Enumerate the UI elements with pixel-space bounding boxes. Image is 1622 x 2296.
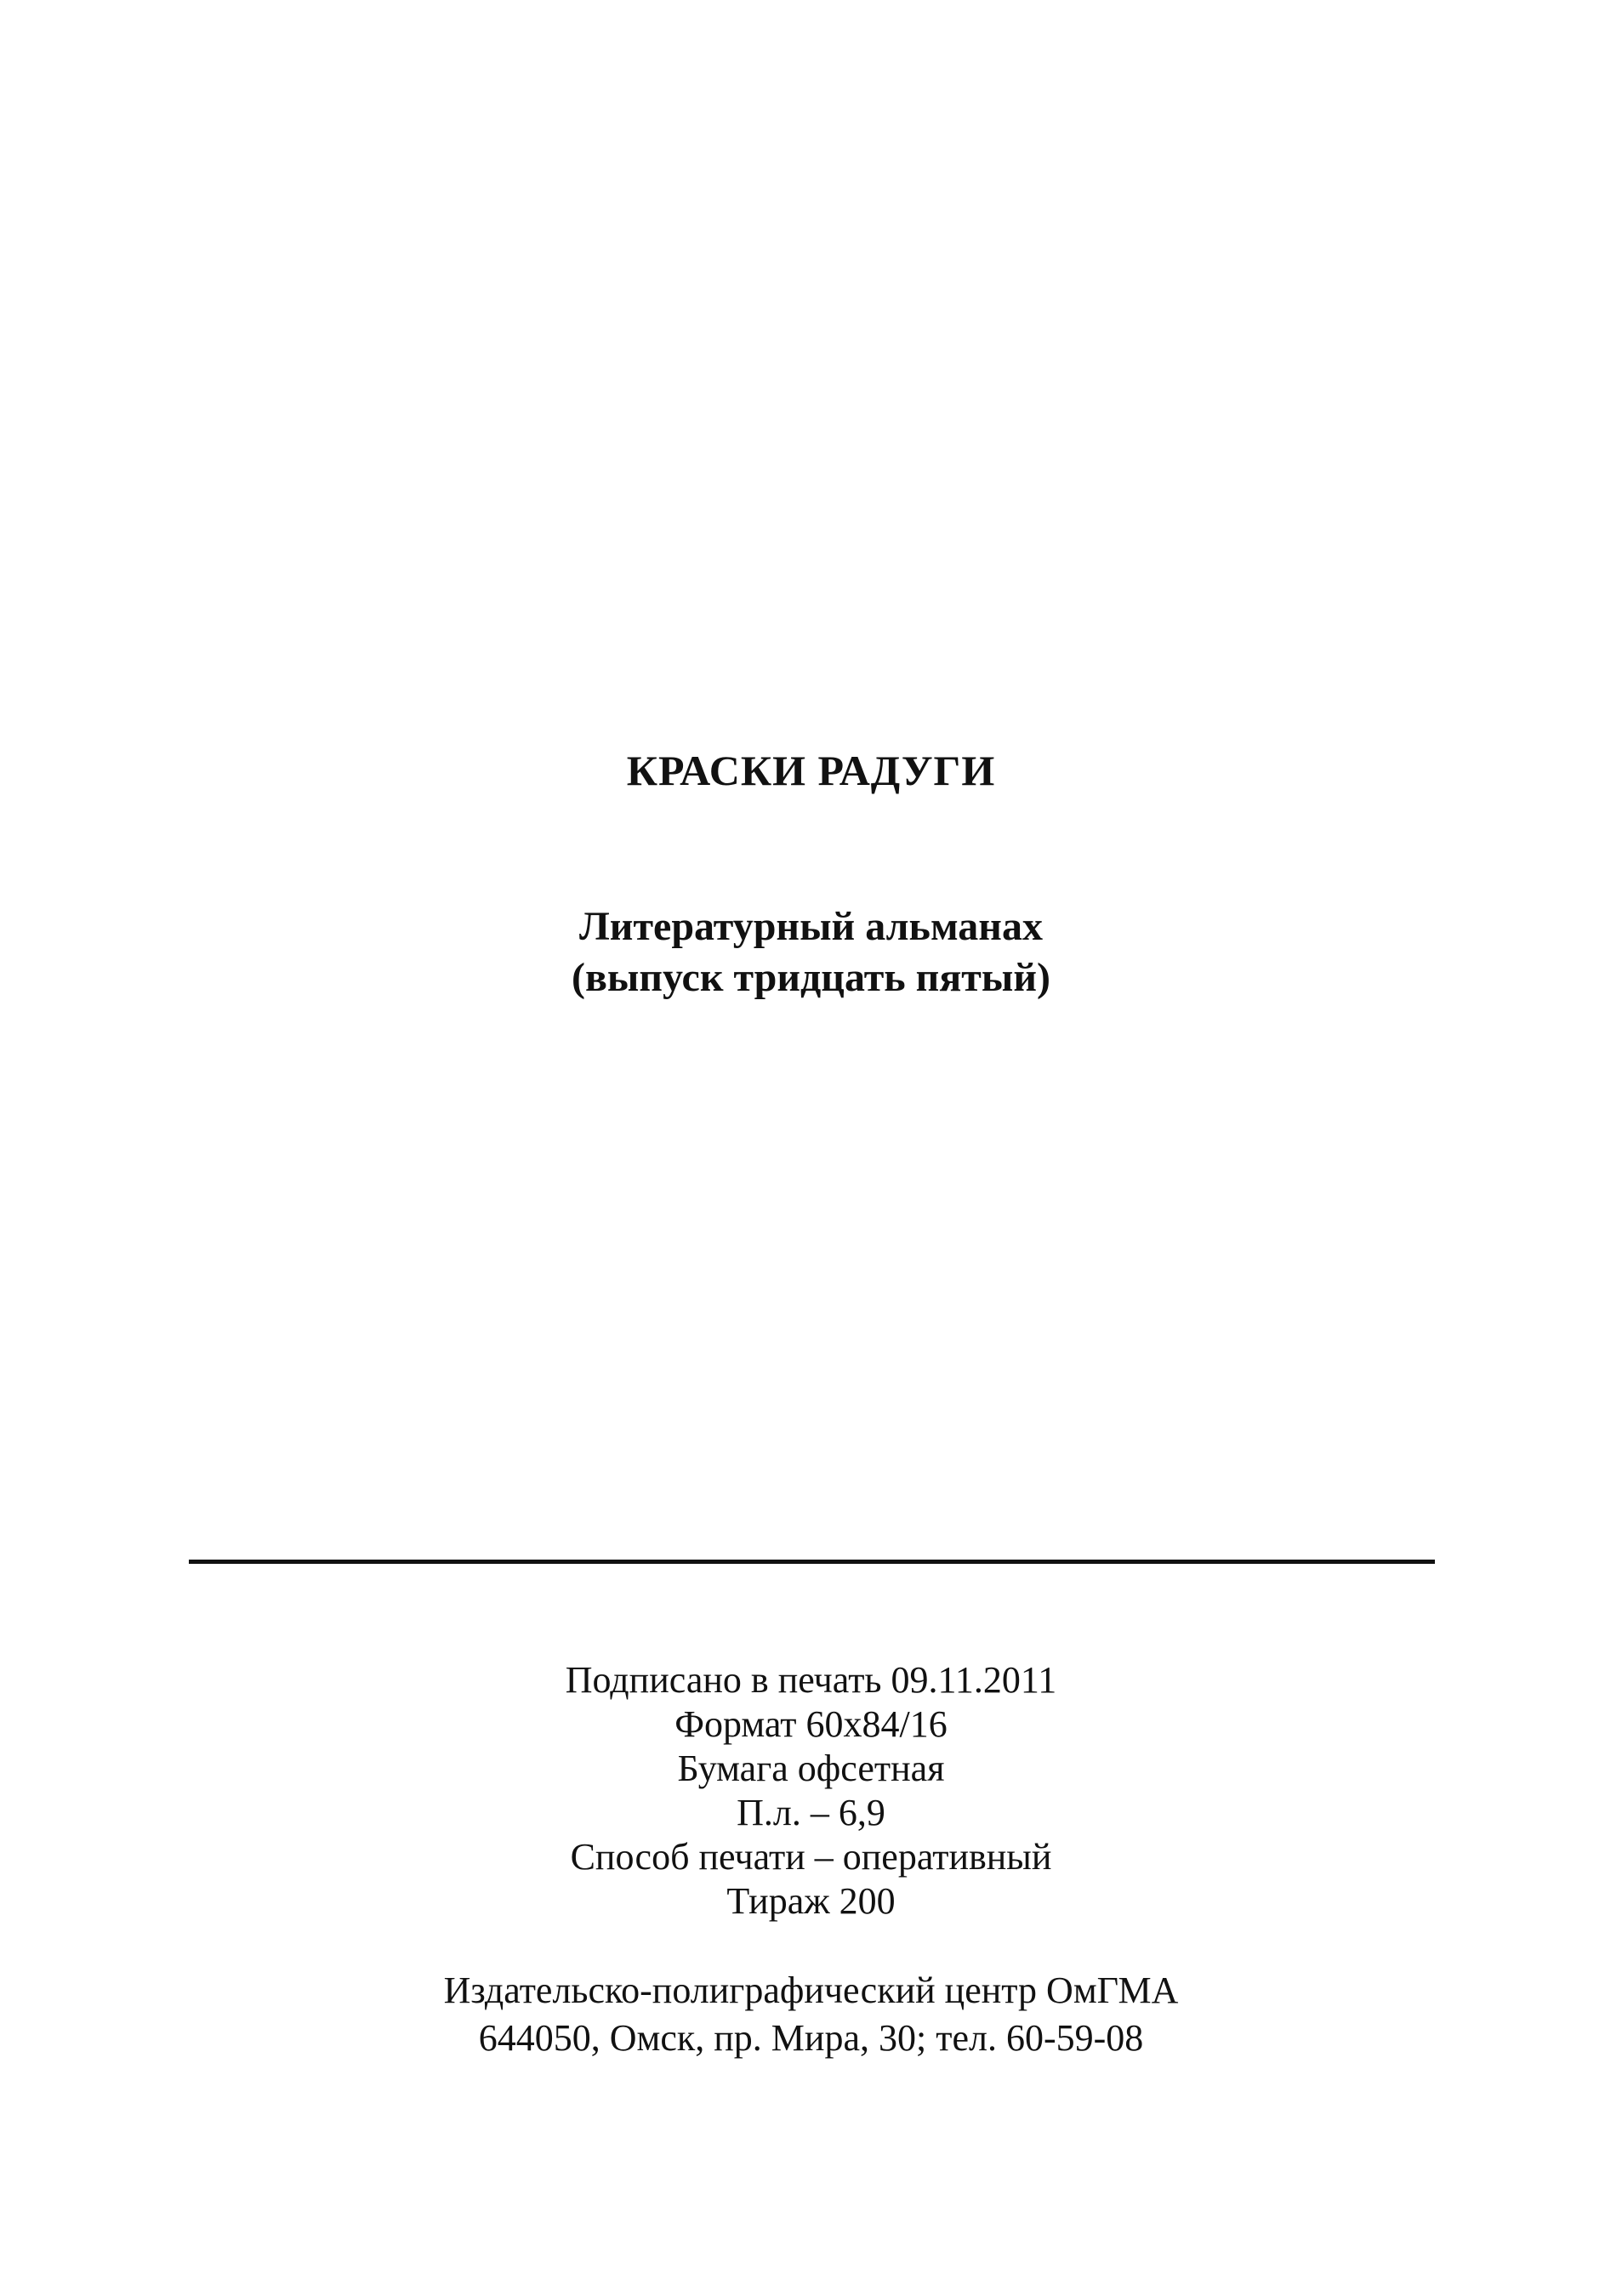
- subtitle-line-issue: (выпуск тридцать пятый): [571, 955, 1050, 1000]
- imprint-format: Формат 60х84/16: [674, 1703, 948, 1745]
- imprint-block: [0, 1658, 1622, 1924]
- imprint-print-run: Тираж 200: [726, 1880, 896, 1922]
- subtitle-line-genre: Литературный альманах: [579, 904, 1043, 949]
- publisher-address: 644050, Омск, пр. Мира, 30; тел. 60-59-08: [478, 2017, 1144, 2059]
- imprint-sheets: П.л. – 6,9: [737, 1792, 885, 1833]
- horizontal-divider: [189, 1560, 1435, 1564]
- imprint-paper: Бумага офсетная: [677, 1748, 945, 1789]
- imprint-signed-date: Подписано в печать 09.11.2011: [565, 1659, 1057, 1701]
- publisher-block: [0, 1967, 1622, 2062]
- book-subtitle: [0, 901, 1622, 1003]
- imprint-print-method: Способ печати – оперативный: [570, 1836, 1052, 1878]
- publisher-name: Издательско-полиграфический центр ОмГМА: [443, 1969, 1179, 2011]
- book-title: КРАСКИ РАДУГИ: [626, 747, 996, 794]
